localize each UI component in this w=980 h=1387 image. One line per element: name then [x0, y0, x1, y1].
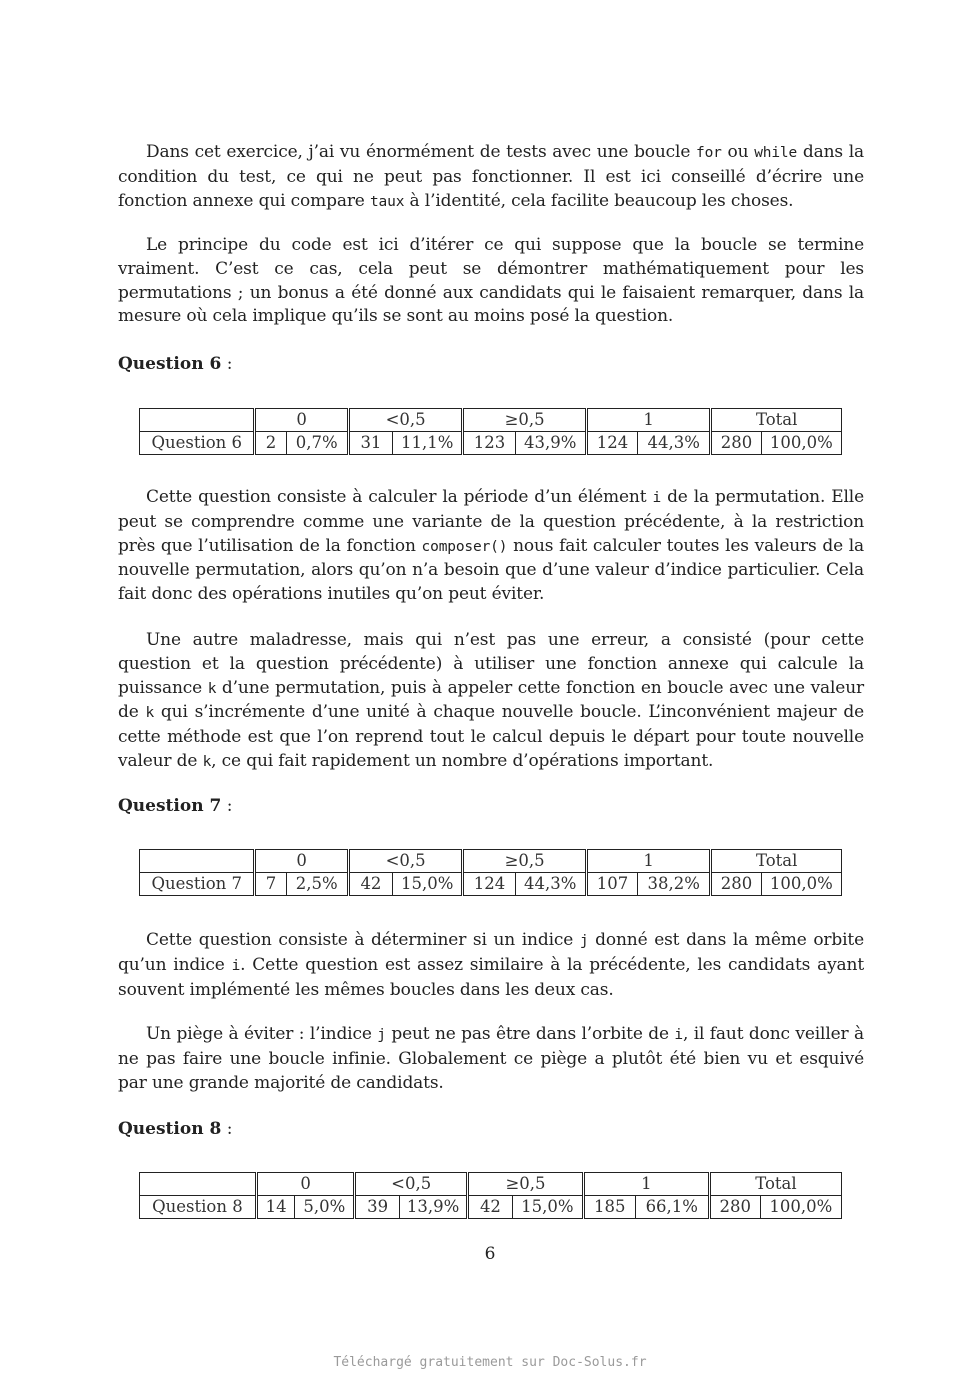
- header-blank-cell: [140, 1173, 257, 1196]
- code-inline: composer(): [421, 538, 508, 555]
- text-run: nous fait calculer toutes les valeurs de la nouvelle permutation, alors qu’on n’a besoin que d’une valeur d’indice particulier. Cela fait donc des opérations inutiles qu’on peut éviter.: [118, 535, 864, 605]
- count-cell: 124: [586, 432, 637, 455]
- code-inline: taux: [369, 193, 405, 210]
- header-cell: ≥0,5: [463, 409, 587, 432]
- percent-cell: 15,0%: [393, 873, 463, 896]
- percent-cell: 15,0%: [512, 1196, 583, 1219]
- percent-cell: 100,0%: [761, 873, 841, 896]
- header-cell: ≥0,5: [468, 1173, 584, 1196]
- code-inline: i: [674, 1027, 683, 1043]
- row-label-cell: Question 8: [140, 1196, 257, 1219]
- count-cell: 280: [711, 873, 761, 896]
- count-cell: 2: [255, 432, 286, 455]
- count-cell: 123: [463, 432, 515, 455]
- header-cell: <0,5: [355, 1173, 468, 1196]
- percent-cell: 44,3%: [638, 432, 711, 455]
- table-row: [140, 873, 842, 896]
- page-number: 6: [484, 1244, 496, 1264]
- text-run: qui s’incrémente d’une unité à chaque nouvelle boucle. L’inconvénient majeur de cette méthode est que l’on reprend tout le calcul depuis le départ pour toute nouvelle valeur de: [118, 702, 864, 771]
- count-cell: 42: [348, 873, 392, 896]
- text-run: . Cette question est assez similaire à la précédente, les candidats ayant souvent implémenté les mêmes boucles dans les deux cas.: [118, 954, 864, 1000]
- count-cell: 107: [586, 873, 637, 896]
- text-run: d’une permutation, puis à appeler cette fonction en boucle avec une valeur de: [118, 677, 864, 723]
- paragraph-clumsiness: [118, 629, 864, 775]
- heading-suffix: :: [221, 354, 233, 374]
- code-inline: k: [202, 753, 212, 770]
- header-cell: Total: [709, 1173, 841, 1196]
- stats-table-question-8: [139, 1172, 842, 1219]
- count-cell: 280: [711, 432, 761, 455]
- text-run: donné est dans la même orbite qu’un indice: [118, 930, 864, 975]
- paragraph-period: [118, 486, 864, 607]
- table-row: [140, 432, 842, 455]
- row-label-cell: Question 7: [140, 873, 255, 896]
- heading-suffix: :: [221, 1119, 233, 1139]
- code-inline: for: [696, 145, 722, 161]
- text-run: dans la condition du test, ce qui ne peut pas fonctionner. Il est ici conseillé d’écrire une fonction annexe qui compare: [118, 142, 864, 211]
- header-cell: 1: [583, 1173, 709, 1196]
- percent-cell: 11,1%: [393, 432, 463, 455]
- percent-cell: 43,9%: [515, 432, 586, 455]
- paragraph-orbit: [118, 929, 864, 1002]
- count-cell: 31: [348, 432, 392, 455]
- text-run: Cette question consiste à déterminer si un indice: [146, 930, 580, 950]
- text-run: à l’identité, cela facilite beaucoup les choses.: [404, 190, 794, 211]
- stats-table-question-6: [139, 408, 842, 455]
- count-cell: 280: [709, 1196, 760, 1219]
- text-run: Une autre maladresse, mais qui n’est pas une erreur, a consisté (pour cette question et la question précédente) à utiliser une fonction annexe qui calcule la puissance: [118, 630, 864, 698]
- text-run: , il faut donc veiller à ne pas faire une boucle infinie. Globalement ce piège a plutôt été bien vu et esquivé par une grande majorité de candidats.: [118, 1024, 864, 1093]
- paragraph-trap: [118, 1023, 864, 1095]
- download-footer: Téléchargé gratuitement sur Doc-Solus.fr: [333, 1355, 647, 1370]
- code-inline: j: [377, 1027, 386, 1043]
- code-inline: while: [754, 145, 798, 161]
- count-cell: 42: [468, 1196, 513, 1219]
- count-cell: 124: [463, 873, 515, 896]
- header-cell: <0,5: [348, 409, 462, 432]
- count-cell: 39: [355, 1196, 400, 1219]
- heading-label: Question 8: [118, 1119, 222, 1139]
- heading-label: Question 7: [118, 796, 222, 816]
- table-header-row: [140, 409, 842, 432]
- code-inline: k: [207, 680, 217, 697]
- heading-question-7: [118, 794, 232, 818]
- heading-question-6: [118, 352, 232, 376]
- heading-suffix: :: [221, 796, 233, 816]
- header-cell: ≥0,5: [463, 850, 587, 873]
- header-blank-cell: [140, 850, 255, 873]
- stats-table-question-7: [139, 849, 842, 896]
- paragraph-loop-tests: [118, 141, 864, 214]
- heading-label: Question 6: [118, 354, 222, 374]
- percent-cell: 5,0%: [295, 1196, 355, 1219]
- percent-cell: 0,7%: [286, 432, 348, 455]
- code-inline: j: [579, 933, 589, 949]
- percent-cell: 100,0%: [761, 432, 841, 455]
- text-run: de la permutation. Elle peut se comprendre comme une variante de la question précédente, à la restriction près que l’utilisation de la fonction: [118, 487, 864, 556]
- text-run: peut ne pas être dans l’orbite de: [385, 1024, 675, 1044]
- header-cell: Total: [711, 409, 842, 432]
- table-row: [140, 1196, 842, 1219]
- code-inline: k: [145, 705, 155, 722]
- percent-cell: 66,1%: [635, 1196, 709, 1219]
- percent-cell: 100,0%: [760, 1196, 841, 1219]
- code-inline: i: [231, 957, 241, 974]
- header-cell: <0,5: [348, 850, 462, 873]
- count-cell: 14: [256, 1196, 295, 1219]
- count-cell: 185: [583, 1196, 635, 1219]
- header-cell: 0: [255, 409, 348, 432]
- paragraph-code-principle: [118, 234, 864, 329]
- header-blank-cell: [140, 409, 255, 432]
- header-cell: 1: [586, 409, 711, 432]
- header-cell: 1: [586, 850, 711, 873]
- percent-cell: 13,9%: [400, 1196, 468, 1219]
- text-run: , ce qui fait rapidement un nombre d’opérations important.: [211, 750, 714, 771]
- header-cell: Total: [711, 850, 842, 873]
- header-cell: 0: [256, 1173, 355, 1196]
- percent-cell: 2,5%: [286, 873, 348, 896]
- table-header-row: [140, 850, 842, 873]
- percent-cell: 44,3%: [515, 873, 586, 896]
- text-run: Dans cet exercice, j’ai vu énormément de tests avec une boucle: [146, 142, 697, 162]
- code-inline: i: [652, 490, 662, 506]
- heading-question-8: [118, 1117, 232, 1141]
- text-run: ou: [721, 142, 755, 162]
- text-run: Cette question consiste à calculer la période d’un élément: [146, 487, 653, 507]
- header-cell: 0: [255, 850, 348, 873]
- percent-cell: 38,2%: [638, 873, 711, 896]
- row-label-cell: Question 6: [140, 432, 255, 455]
- count-cell: 7: [255, 873, 286, 896]
- text-run: Un piège à éviter : l’indice: [146, 1024, 378, 1044]
- text-run: Le principe du code est ici d’itérer ce qui suppose que la boucle se termine vraiment. C’est ce cas, cela peut se démontrer mathématiquement pour les permutations ; un bonus a été donné aux candidats qui le faisaient remarquer, dans la mesure où cela implique qu’ils se sont au moins posé la question.: [118, 235, 864, 327]
- table-header-row: [140, 1173, 842, 1196]
